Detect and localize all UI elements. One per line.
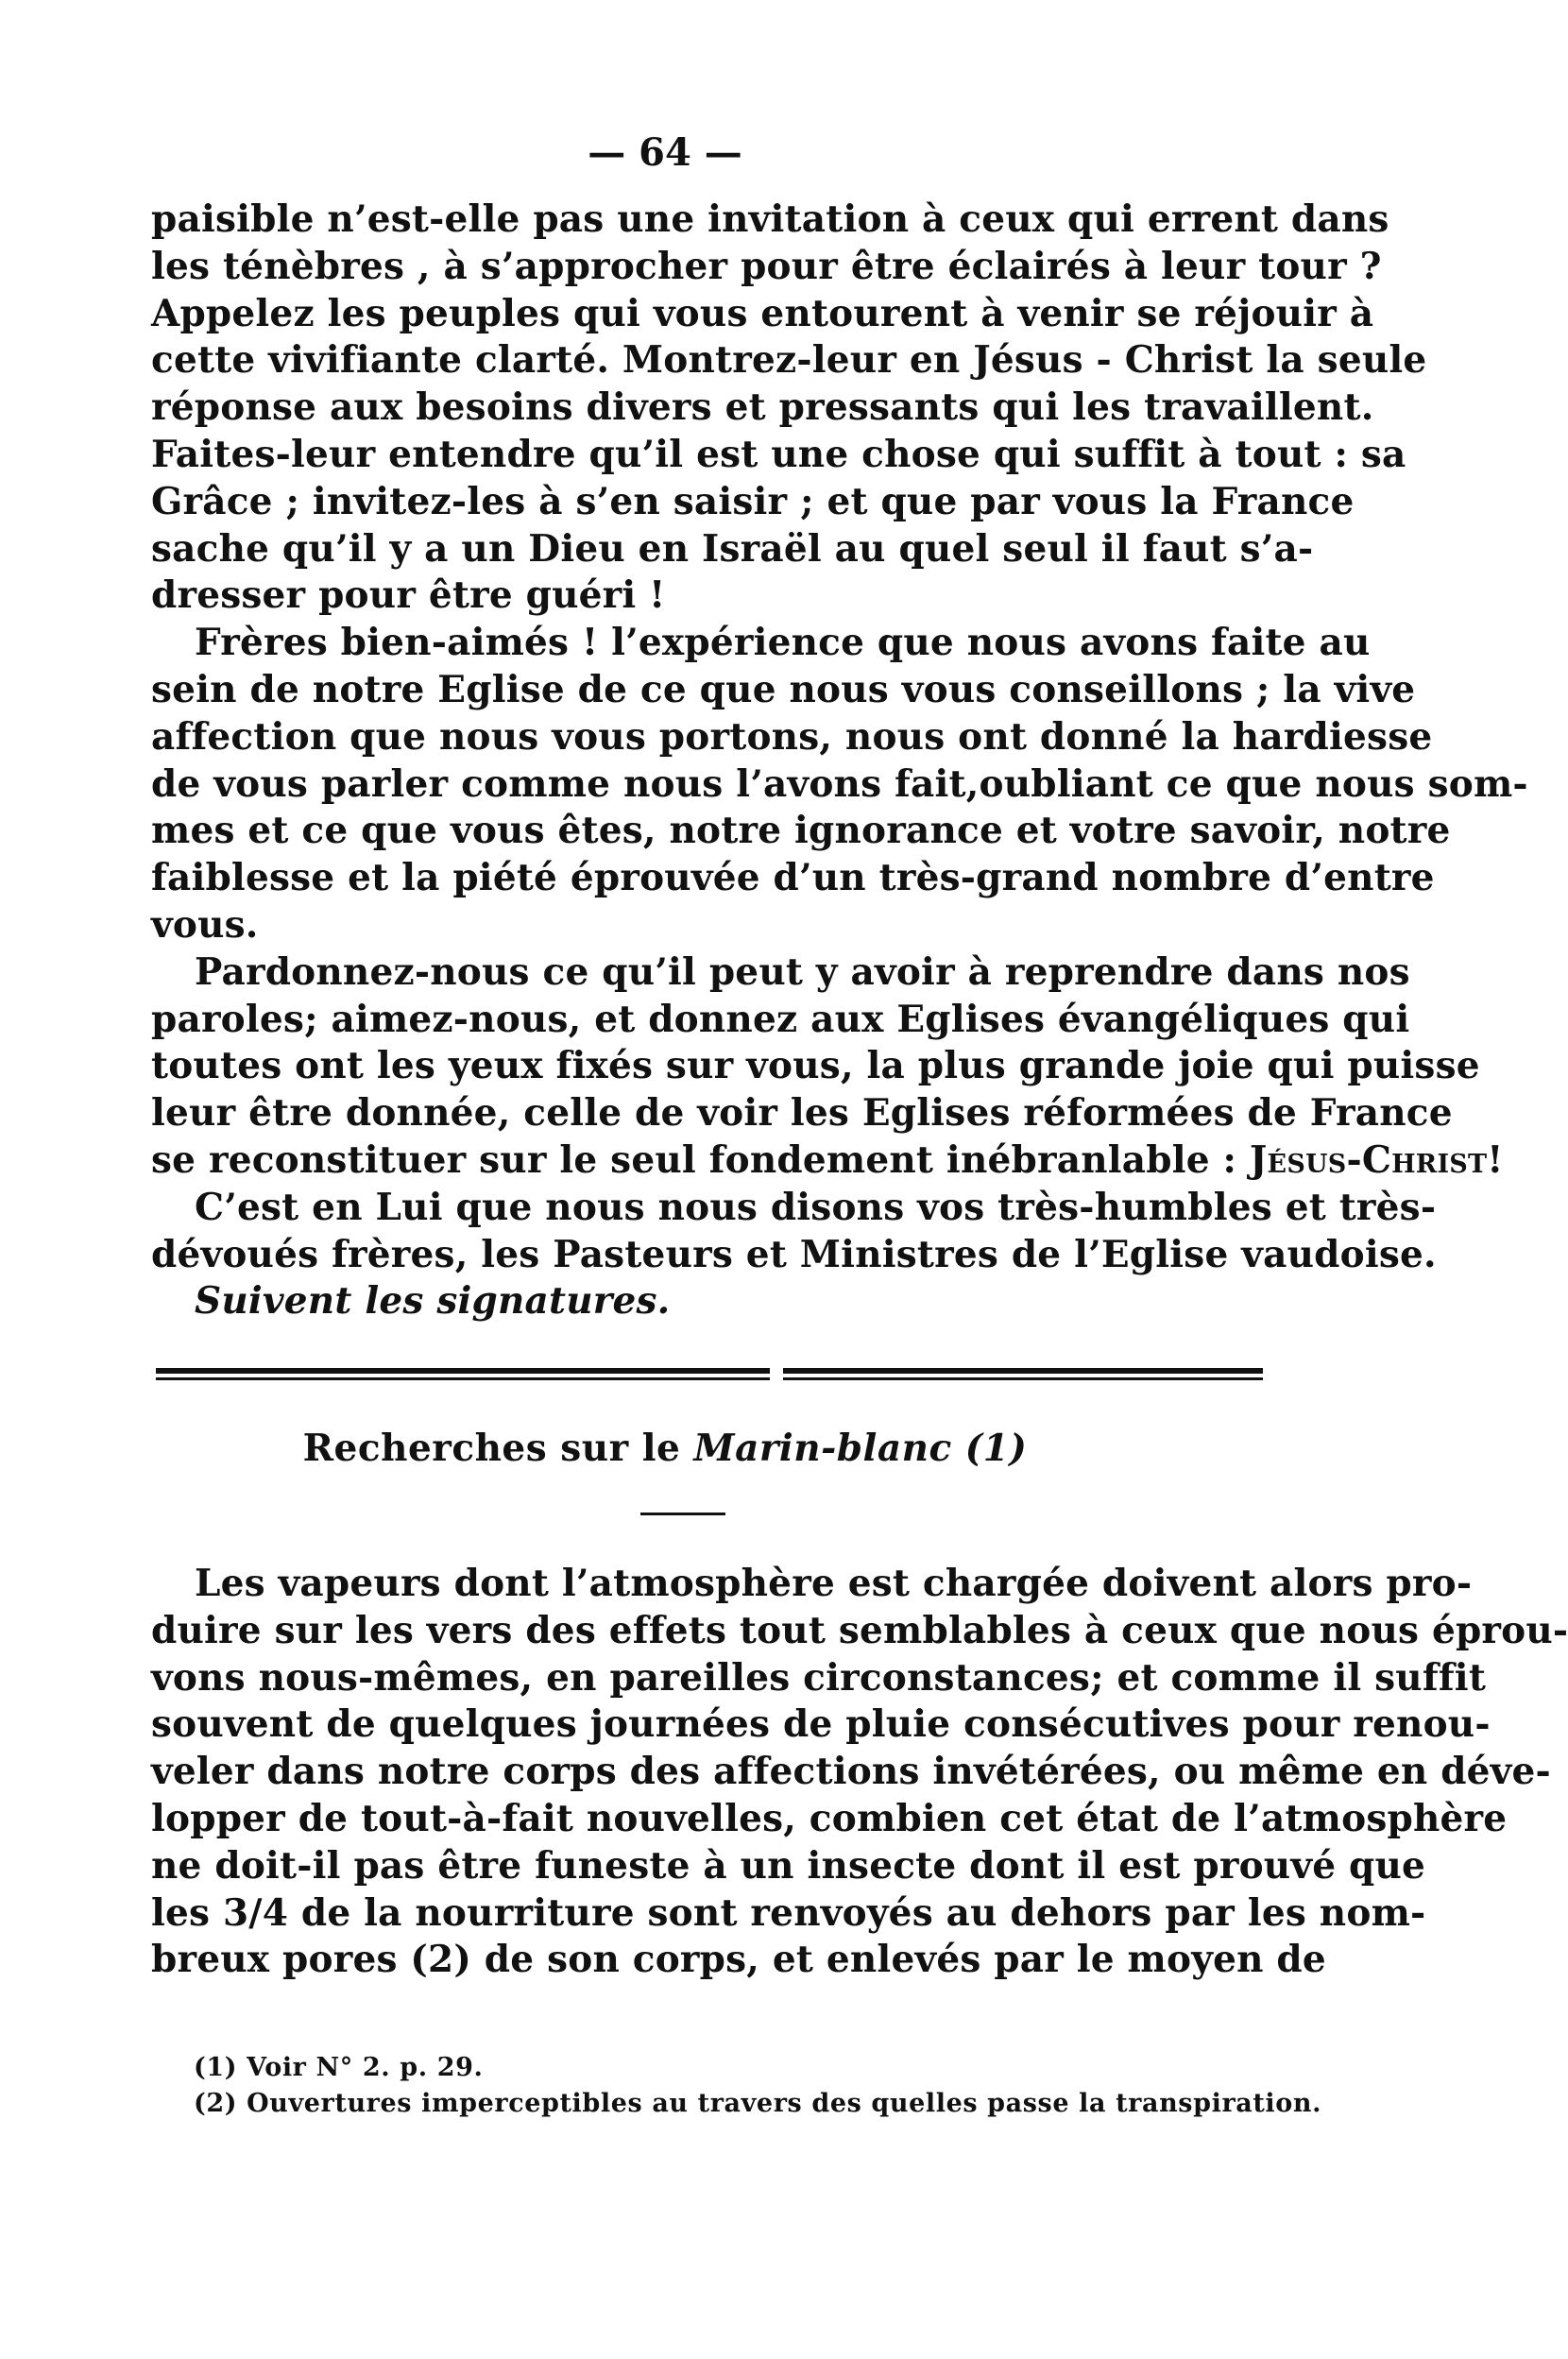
text-line: affection que nous vous portons, nous ont donné la hardiesse: [151, 714, 1433, 759]
text-line: dresser pour être guéri !: [151, 573, 666, 618]
signatures-line: Suivent les signatures.: [195, 1279, 671, 1324]
text-line: vons nous-mêmes, en pareilles circonstances; et comme il suffit: [151, 1655, 1487, 1700]
text-line: mes et ce que vous êtes, notre ignorance et votre savoir, notre: [151, 809, 1451, 853]
text-line: sache qu’il y a un Dieu en Israël au quel seul il faut s’a-: [151, 526, 1314, 571]
text-line: sein de notre Eglise de ce que nous vous conseillons ; la vive: [151, 667, 1416, 711]
text-line: Frères bien-aimés ! l’expérience que nous avons faite au: [195, 621, 1371, 665]
footnotes: [194, 2050, 1322, 2122]
text-line: réponse aux besoins divers et pressants qui les travaillent.: [151, 385, 1374, 430]
text-line: les ténèbres , à s’approcher pour être éclairés à leur tour ?: [151, 244, 1382, 288]
text-line: paroles; aimez-nous, et donnez aux Eglises évangéliques qui: [151, 997, 1410, 1041]
text-line: cette vivifiante clarté. Montrez-leur en Jésus - Christ la seule: [151, 338, 1427, 383]
footnote: (1) Voir N° 2. p. 29.: [194, 2053, 484, 2082]
text-line: paisible n’est-elle pas une invitation à ceux qui errent dans: [151, 197, 1389, 241]
text-line: veler dans notre corps des affections invétérées, ou même en déve-: [151, 1750, 1551, 1794]
heading-roman: Recherches sur le: [302, 1427, 694, 1470]
heading-short-rule: [640, 1513, 725, 1515]
text-line: C’est en Lui que nous nous disons vos très-humbles et très-: [195, 1185, 1437, 1229]
text-line: duire sur les vers des effets tout semblables à ceux que nous éprou-: [151, 1608, 1568, 1652]
text-line: Faites-leur entendre qu’il est une chose qui suffit à tout : sa: [151, 432, 1406, 476]
text-line: lopper de tout-à-fait nouvelles, combien cet état de l’atmosphère: [151, 1796, 1508, 1840]
page-number: — 64 —: [588, 130, 742, 175]
text-line: Grâce ; invitez-les à s’en saisir ; et que par vous la France: [151, 479, 1355, 523]
text-line: les 3/4 de la nourriture sont renvoyés au dehors par les nom-: [151, 1890, 1426, 1935]
heading-italic: Marin-blanc (1): [693, 1427, 1028, 1470]
text-line: Appelez les peuples qui vous entourent à venir se réjouir à: [151, 291, 1374, 335]
text-line: vous.: [151, 902, 259, 947]
footnote: (2) Ouvertures imperceptibles au travers des quelles passe la transpiration.: [194, 2089, 1322, 2118]
text-line: faiblesse et la piété éprouvée d’un très-grand nombre d’entre: [151, 856, 1435, 900]
divider-thin-line: [156, 1377, 1263, 1380]
text-line: leur être donnée, celle de voir les Eglises réformées de France: [151, 1091, 1453, 1136]
text-segment: se reconstituer sur le seul fondement inébranlable :: [151, 1137, 1250, 1182]
divider-thick-line: [156, 1368, 1263, 1374]
text-line: Les vapeurs dont l’atmosphère est chargée doivent alors pro-: [195, 1562, 1473, 1605]
text-line: ne doit-il pas être funeste à un insecte dont il est prouvé que: [151, 1843, 1426, 1888]
text-line: de vous parler comme nous l’avons fait,oubliant ce que nous som-: [151, 761, 1528, 806]
divider-gap: [770, 1366, 783, 1385]
section-divider: [156, 1368, 1263, 1383]
letter-text: [151, 197, 1528, 1325]
text-line: breux pores (2) de son corps, et enlevés par le moyen de: [151, 1938, 1326, 1982]
text-line: [151, 1137, 1504, 1185]
text-line: souvent de quelques journées de pluie consécutives pour renou-: [151, 1702, 1491, 1747]
section-heading: [0, 1427, 1330, 1470]
text-line: toutes ont les yeux fixés sur vous, la plus grande joie qui puisse: [151, 1044, 1480, 1088]
jesus-christ-text: Jésus-Christ!: [1249, 1137, 1504, 1182]
article-text: [151, 1561, 1568, 1984]
text-line: Pardonnez-nous ce qu’il peut y avoir à reprendre dans nos: [195, 949, 1410, 994]
text-line: dévoués frères, les Pasteurs et Ministres de l’Eglise vaudoise.: [151, 1232, 1437, 1276]
